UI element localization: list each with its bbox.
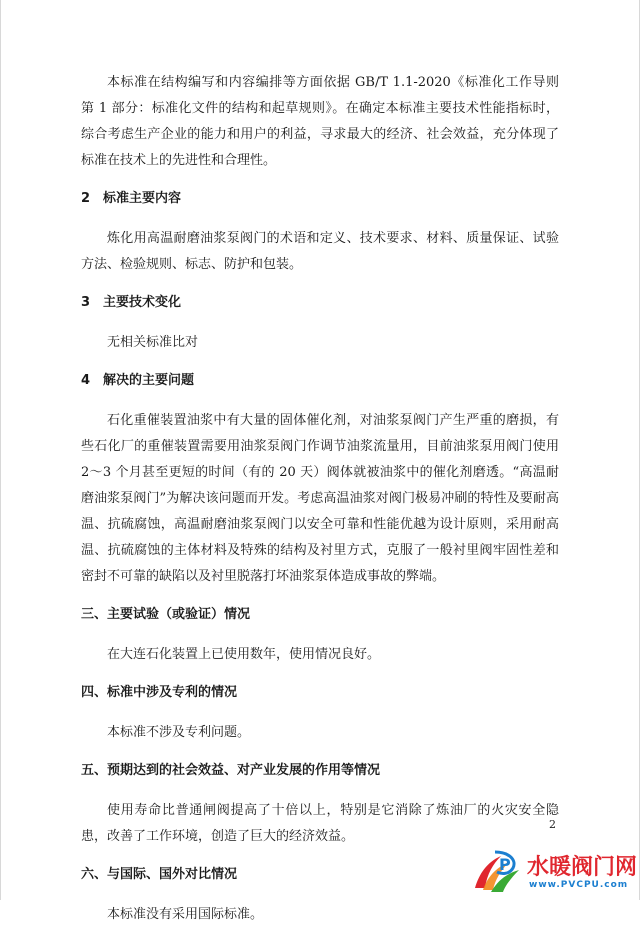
section-text-problems-solved: 石化重催装置油浆中有大量的固体催化剂，对油浆泵阀门产生严重的磨损，有些石化厂的重催装置需要用油浆泵阀门作调节油浆流量用，目前油浆泵用阀门使用 2～3 个月甚至更短的时间（有的 20 天）阀体就被油浆中的催化剂磨透。“高温耐磨油浆泵阀门”为解决该问题而开发。考虑高温油浆对阀门极易冲刷的特性及要耐高温、抗硫腐蚀，高温耐磨油浆泵阀门以安全可靠和性能优越为设计原则，采用耐高温、抗硫腐蚀的主体材料及特殊的结构及衬里方式，克服了一般衬里阀牢固性差和密封不可靠的缺陷以及衬里脱落打坏油浆泵体造成事故的弊端。 (81, 413, 559, 584)
document-body (81, 70, 559, 928)
section-heading-international: 六、与国际、国外对比情况 (81, 867, 238, 882)
section-text-content: 炼化用高温耐磨油浆泵阀门的术语和定义、技术要求、材料、质量保证、试验方法、检验规则、标志、防护和包装。 (81, 231, 559, 272)
watermark-logo-icon (469, 848, 525, 894)
section-text-benefits: 使用寿命比普通闸阀提高了十倍以上，特别是它消除了炼油厂的火灾安全隐患，改善了工作环境，创造了巨大的经济效益。 (81, 803, 559, 844)
section-text-international: 本标准没有采用国际标准。 (107, 907, 264, 922)
section-heading-problems-solved: 4 解决的主要问题 (81, 373, 195, 388)
section-heading-tech-changes: 3 主要技术变化 (81, 295, 182, 310)
section-heading-testing: 三、主要试验（或验证）情况 (81, 607, 251, 622)
section-heading-patents: 四、标准中涉及专利的情况 (81, 685, 238, 700)
site-watermark (469, 846, 639, 896)
section-text-tech-changes: 无相关标准比对 (107, 335, 199, 350)
page-number: 2 (549, 818, 556, 831)
section-heading-content: 2 标准主要内容 (81, 191, 182, 206)
watermark-logo-letter: P (499, 855, 511, 874)
watermark-site-name: 水暖阀门网 (527, 855, 638, 880)
section-text-patents: 本标准不涉及专利问题。 (107, 725, 251, 740)
section-heading-benefits: 五、预期达到的社会效益、对产业发展的作用等情况 (81, 763, 381, 778)
watermark-site-url: www.PVCPU.com (529, 880, 629, 890)
intro-paragraph: 本标准在结构编写和内容编排等方面依据 GB/T 1.1-2020《标准化工作导则 第 1 部分：标准化文件的结构和起草规则》。在确定本标准主要技术性能指标时，综合考虑生产企业的能力和用户的利益，寻求最大的经济、社会效益，充分体现了标准在技术上的先进性和合理性。 (81, 75, 559, 168)
section-text-testing: 在大连石化装置上已使用数年，使用情况良好。 (107, 647, 381, 662)
